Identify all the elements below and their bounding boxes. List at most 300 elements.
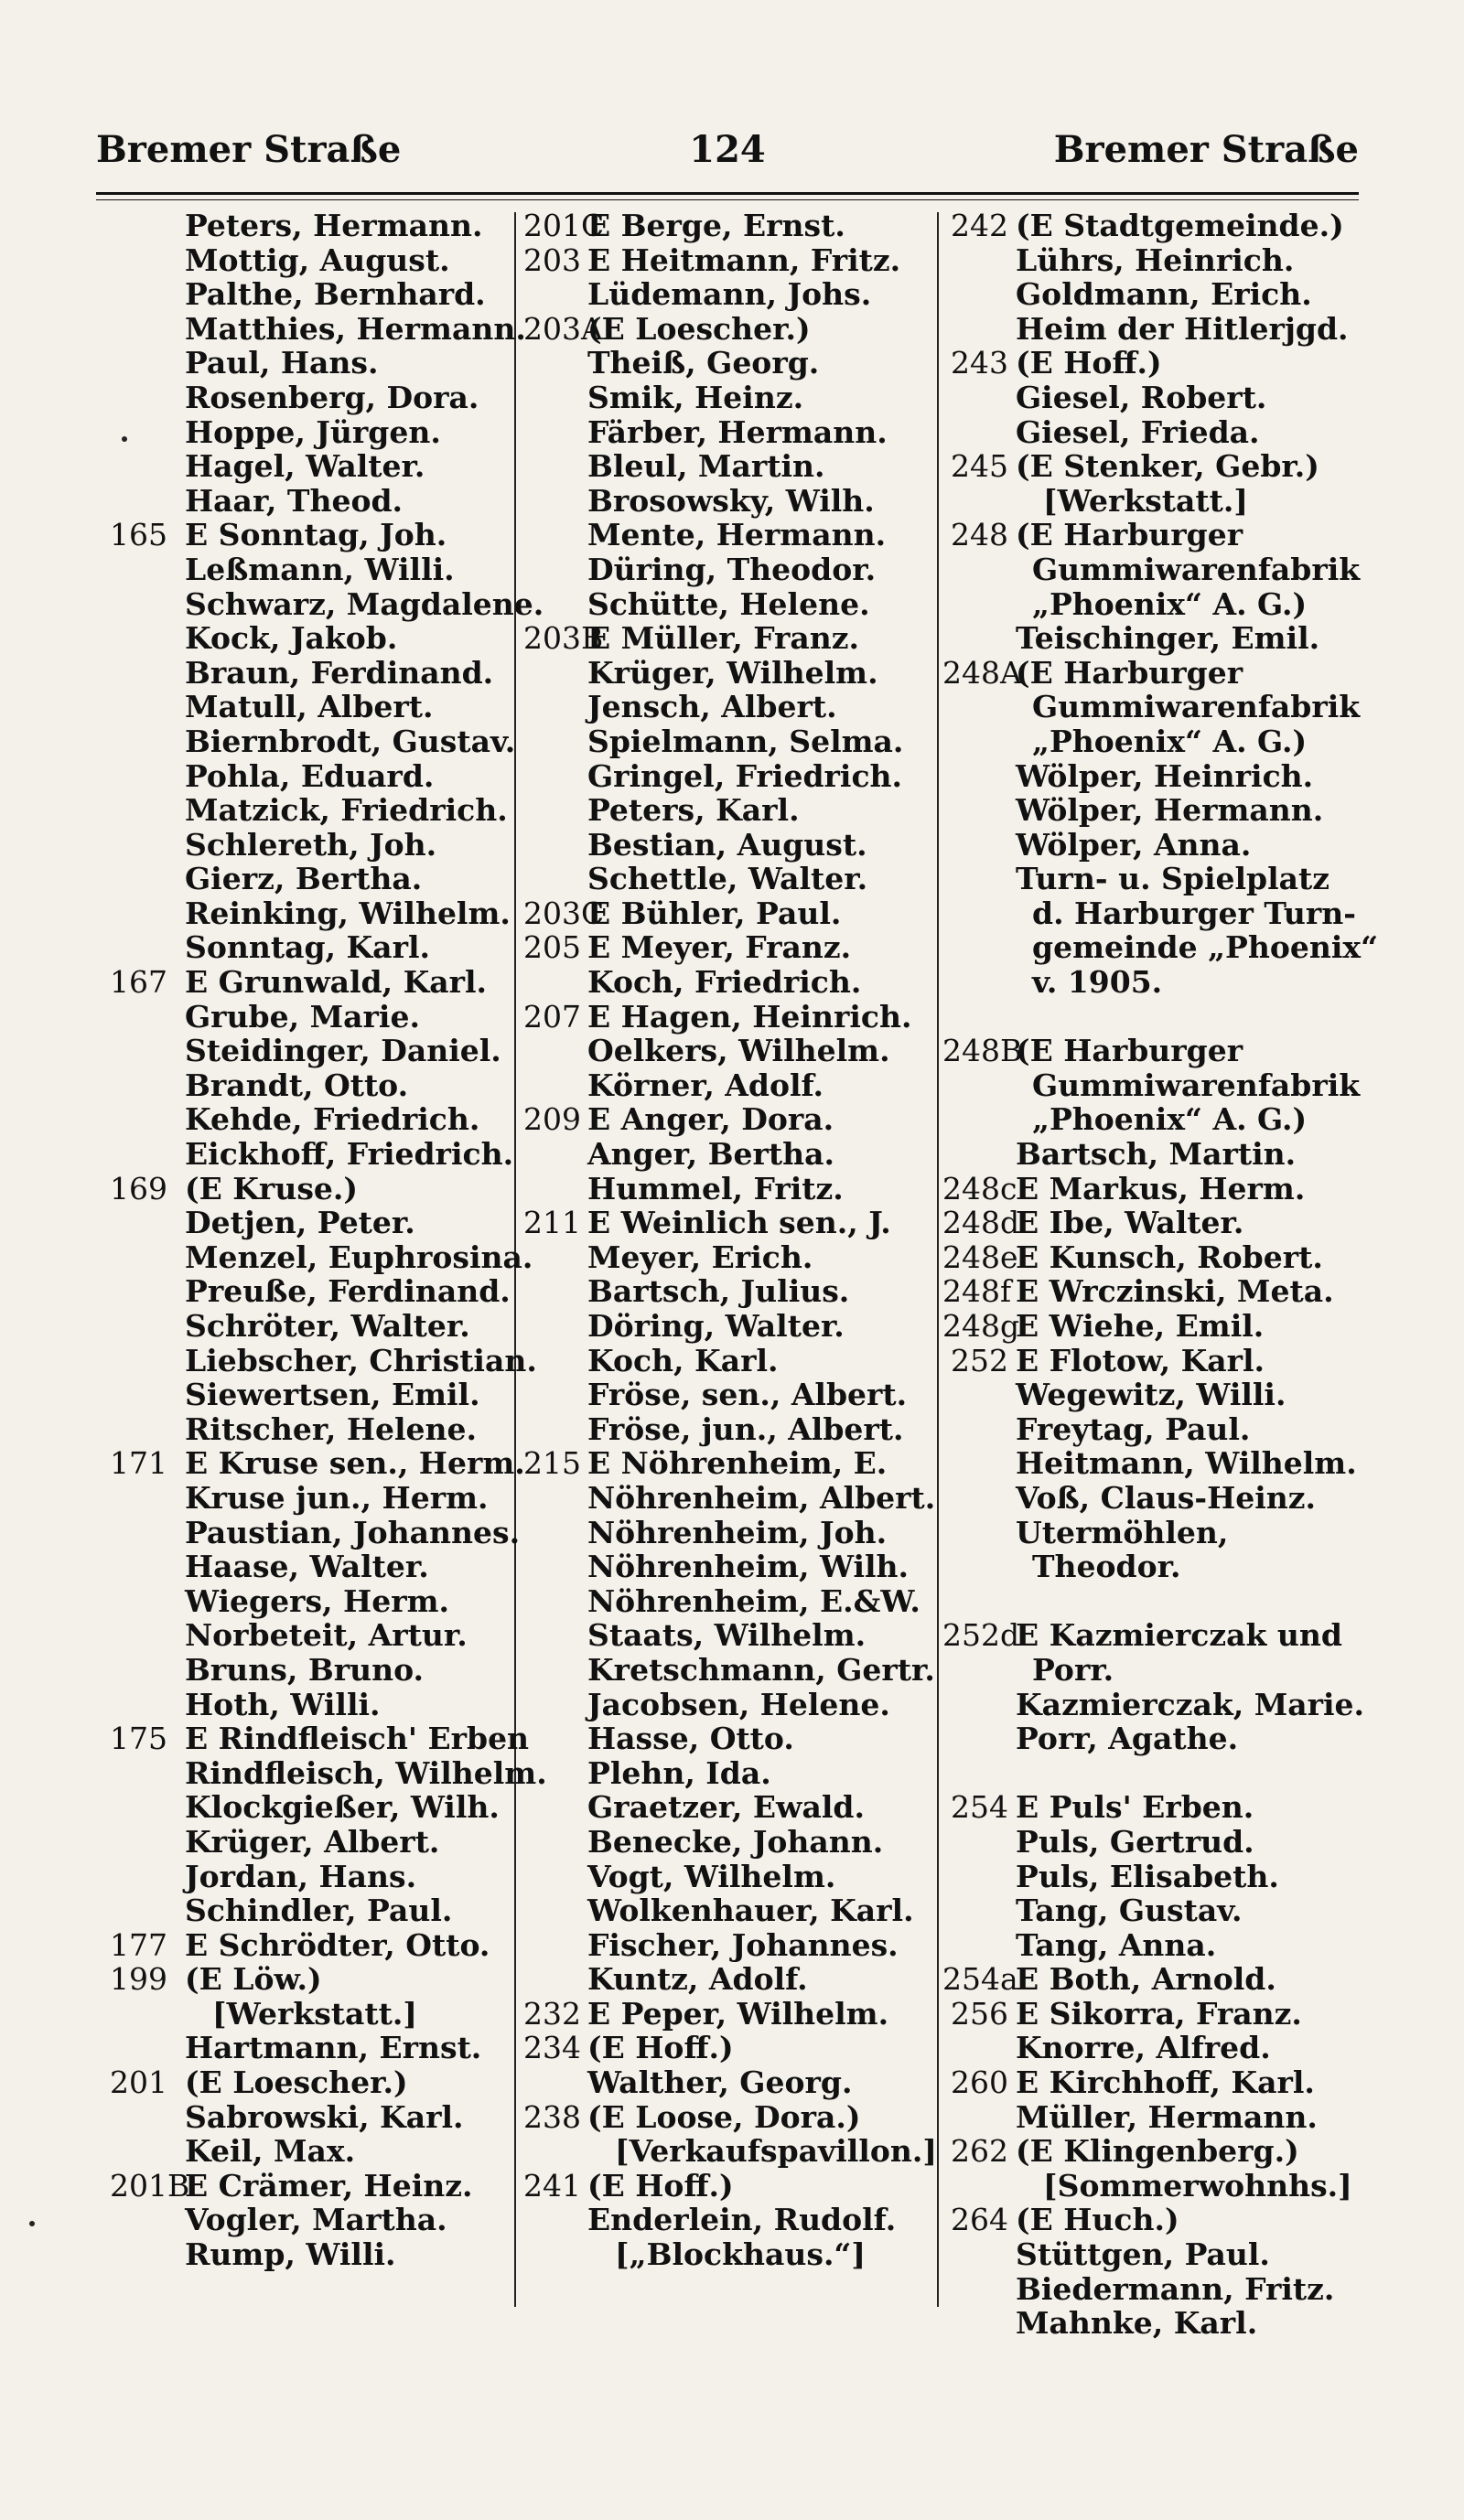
resident-name: Bestian, August.: [587, 826, 867, 863]
house-number: 238: [523, 2098, 581, 2135]
resident-name: Bartsch, Julius.: [587, 1273, 850, 1310]
house-number: 248A: [942, 654, 1022, 691]
directory-entry: [523, 1721, 940, 1756]
house-number: 167: [110, 964, 167, 1001]
directory-entry: [523, 1137, 940, 1172]
directory-entry: [942, 1172, 1372, 1206]
resident-name: E Hagen, Heinrich.: [587, 998, 912, 1035]
resident-name: Fröse, sen., Albert.: [587, 1377, 908, 1413]
resident-name: Teischinger, Emil.: [1016, 620, 1320, 657]
directory-entry: [110, 2203, 517, 2237]
directory-entry: [942, 518, 1372, 552]
directory-entry: [523, 2237, 940, 2272]
house-number: 254a: [942, 1961, 1018, 1998]
directory-entry: [942, 2272, 1372, 2307]
directory-entry: [110, 243, 517, 278]
directory-entry: [110, 1893, 517, 1928]
resident-name: E Rindfleisch' Erben: [185, 1721, 530, 1757]
directory-entry: [110, 2065, 517, 2100]
directory-entry: [523, 346, 940, 381]
resident-name: „Phoenix“ A. G.): [1032, 585, 1308, 622]
directory-entry: [942, 896, 1372, 931]
resident-name: (E Kruse.): [185, 1170, 358, 1206]
resident-name: Tang, Anna.: [1016, 1926, 1217, 1963]
directory-entry: [942, 1962, 1372, 1997]
directory-entry: [523, 1928, 940, 1963]
resident-name: Gierz, Bertha.: [185, 861, 423, 897]
directory-column-1: [110, 208, 547, 2273]
directory-entry: [942, 621, 1372, 656]
house-number: 248d: [942, 1205, 1020, 1241]
resident-name: Hagel, Walter.: [185, 448, 425, 485]
resident-name: Schettle, Walter.: [587, 861, 868, 897]
directory-entry: [523, 277, 940, 312]
directory-entry: [523, 552, 940, 587]
directory-entry: [942, 759, 1372, 794]
directory-entry: [110, 1825, 517, 1860]
resident-name: Krüger, Wilhelm.: [587, 654, 878, 691]
resident-name: Haar, Theod.: [185, 482, 404, 519]
resident-name: Mahnke, Karl.: [1016, 2305, 1258, 2342]
directory-entry: [110, 1928, 517, 1963]
directory-entry: [942, 587, 1372, 622]
resident-name: (E Hoff.): [587, 2030, 734, 2066]
directory-entry: [523, 1550, 940, 1584]
directory-entry: [110, 793, 517, 828]
resident-name: E Schrödter, Otto.: [185, 1926, 490, 1963]
resident-name: Leßmann, Willi.: [185, 551, 455, 587]
resident-name: Nöhrenheim, Joh.: [587, 1514, 888, 1550]
resident-name: Gringel, Friedrich.: [587, 757, 903, 794]
house-number: 201: [110, 2064, 167, 2101]
directory-entry: [523, 759, 940, 794]
directory-entry: [942, 1000, 1372, 1035]
directory-entry: [942, 1688, 1372, 1722]
directory-entry: [110, 1206, 517, 1240]
directory-entry: [523, 415, 940, 450]
directory-entry: [942, 1412, 1372, 1447]
directory-entry: [523, 1309, 940, 1344]
directory-entry: [942, 312, 1372, 347]
directory-entry: [942, 1721, 1372, 1756]
directory-entry: [942, 1653, 1372, 1688]
house-number: 252d: [942, 1617, 1020, 1654]
resident-name: Mottig, August.: [185, 241, 450, 278]
directory-entry: [523, 1412, 940, 1447]
house-number: 201C: [523, 208, 605, 243]
resident-name: Smik, Heinz.: [587, 379, 804, 415]
directory-entry: [110, 1514, 521, 1550]
directory-entry: [110, 930, 517, 965]
directory-entry: [942, 209, 1372, 243]
directory-entry: [523, 2100, 940, 2135]
resident-name: Keil, Max.: [185, 2133, 356, 2170]
resident-name: Peters, Karl.: [587, 792, 800, 829]
directory-entry: [523, 1344, 940, 1378]
house-number: 252: [951, 1342, 1008, 1378]
resident-name: Lüdemann, Johs.: [587, 276, 872, 313]
resident-name: Kazmierczak, Marie.: [1016, 1686, 1365, 1722]
resident-name: Anger, Bertha.: [587, 1136, 835, 1173]
print-speck: [122, 436, 127, 442]
directory-entry: [942, 1344, 1372, 1378]
resident-name: E Kunsch, Robert.: [1016, 1239, 1323, 1275]
directory-entry: [110, 965, 517, 1000]
directory-entry: [110, 656, 517, 691]
house-number: 248B: [942, 1033, 1023, 1069]
resident-name: E Meyer, Franz.: [587, 929, 852, 966]
resident-name: Schütte, Helene.: [587, 585, 870, 622]
resident-name: Kehde, Friedrich.: [185, 1101, 480, 1138]
resident-name: E Kruse sen., Herm.: [185, 1445, 525, 1482]
resident-name: Wölper, Anna.: [1016, 826, 1252, 863]
resident-name: Enderlein, Rudolf.: [587, 2202, 897, 2238]
resident-name: E Ibe, Walter.: [1016, 1205, 1244, 1241]
directory-entry: [110, 277, 517, 312]
directory-entry: [523, 1825, 940, 1860]
resident-name: Gummiwarenfabrik: [1032, 1067, 1361, 1103]
directory-entry: [110, 1412, 517, 1447]
directory-entry: [110, 724, 517, 759]
directory-entry: [523, 1378, 940, 1412]
directory-entry: [942, 2169, 1372, 2204]
resident-name: Klockgießer, Wilh.: [185, 1789, 500, 1826]
directory-entry: [110, 1274, 517, 1309]
resident-name: Biedermann, Fritz.: [1016, 2270, 1335, 2307]
house-number: 203B: [523, 620, 604, 657]
directory-entry: [942, 2031, 1372, 2065]
directory-entry: [523, 312, 940, 347]
directory-entry: [942, 2306, 1372, 2341]
directory-entry: [523, 793, 940, 828]
directory-entry: [110, 484, 517, 519]
resident-name: Heitmann, Wilhelm.: [1016, 1445, 1357, 1482]
house-number: 165: [110, 517, 167, 553]
resident-name: Sabrowski, Karl.: [185, 2098, 464, 2135]
resident-name: Koch, Friedrich.: [587, 964, 862, 1001]
house-number: 243: [951, 345, 1008, 381]
directory-entry: [110, 690, 517, 724]
resident-name: Rindfleisch, Wilhelm.: [185, 1754, 547, 1791]
house-number: 248g: [942, 1308, 1020, 1344]
directory-entry: [523, 621, 940, 656]
resident-name: Lührs, Heinrich.: [1016, 241, 1295, 278]
resident-name: Biernbrodt, Gustav.: [185, 723, 516, 759]
directory-entry: [110, 585, 544, 622]
directory-entry: [110, 310, 526, 347]
resident-name: „Phoenix“ A. G.): [1032, 1101, 1308, 1138]
directory-column-3: [942, 208, 1379, 2342]
house-number: 215: [523, 1445, 581, 1482]
resident-name: (E Stadtgemeinde.): [1016, 208, 1344, 243]
resident-name: Staats, Wilhelm.: [587, 1617, 867, 1654]
resident-name: (E Loescher.): [185, 2064, 408, 2101]
directory-entry: [110, 759, 517, 794]
directory-entry: [942, 1309, 1372, 1344]
directory-entry: [523, 1688, 940, 1722]
resident-name: E Grunwald, Karl.: [185, 964, 488, 1001]
directory-entry: [110, 518, 517, 552]
resident-name: Schlereth, Joh.: [185, 826, 437, 863]
house-number: 248: [951, 517, 1008, 553]
resident-name: Preuße, Ferdinand.: [185, 1273, 511, 1310]
resident-name: [Werkstatt.]: [212, 1995, 418, 2032]
directory-entry: [523, 1860, 940, 1894]
directory-entry: [110, 1309, 517, 1344]
directory-entry: [523, 862, 940, 896]
resident-name: Gummiwarenfabrik: [1032, 551, 1361, 587]
page-number: 124: [689, 128, 766, 171]
directory-entry: [523, 690, 940, 724]
directory-entry: [523, 1962, 940, 1997]
resident-name: Giesel, Robert.: [1016, 379, 1267, 415]
directory-entry: [942, 2203, 1372, 2237]
directory-entry: [110, 1239, 533, 1275]
directory-entry: [523, 449, 940, 484]
resident-name: [Sommerwohnhs.]: [1043, 2167, 1352, 2204]
directory-entry: [110, 1000, 517, 1035]
directory-entry: [942, 793, 1372, 828]
resident-name: E Nöhrenheim, E.: [587, 1445, 888, 1482]
resident-name: Brandt, Otto.: [185, 1067, 409, 1103]
directory-entry: [523, 1481, 940, 1516]
resident-name: Spielmann, Selma.: [587, 723, 904, 759]
directory-entry: [523, 1102, 940, 1137]
directory-entry: [523, 2134, 940, 2169]
directory-entry: [110, 346, 517, 381]
header-rule-thick: [96, 192, 1359, 195]
directory-entry: [110, 1172, 517, 1206]
resident-name: Siewertsen, Emil.: [185, 1377, 480, 1413]
resident-name: E Wiehe, Emil.: [1016, 1308, 1265, 1344]
directory-entry: [523, 1997, 940, 2032]
directory-entry: [523, 209, 940, 243]
directory-entry: [110, 862, 517, 896]
directory-entry: [942, 828, 1372, 863]
directory-entry: [110, 1445, 525, 1482]
resident-name: Hummel, Fritz.: [587, 1170, 844, 1206]
resident-name: (E Loose, Dora.): [587, 2098, 861, 2135]
directory-entry: [110, 1342, 537, 1378]
resident-name: Bruns, Bruno.: [185, 1651, 425, 1688]
resident-name: Reinking, Wilhelm.: [185, 895, 511, 931]
directory-entry: [942, 1206, 1372, 1240]
resident-name: v. 1905.: [1032, 964, 1163, 1001]
directory-entry: [110, 828, 517, 863]
directory-entry: [523, 2031, 940, 2065]
house-number: 248f: [942, 1273, 1012, 1310]
resident-name: Ritscher, Helene.: [185, 1410, 478, 1447]
directory-entry: [523, 1618, 940, 1653]
directory-entry: [942, 1825, 1372, 1860]
resident-name: Theiß, Georg.: [587, 345, 820, 381]
resident-name: (E Huch.): [1016, 2202, 1179, 2238]
directory-entry: [523, 381, 940, 415]
resident-name: Hartmann, Ernst.: [185, 2030, 482, 2066]
resident-name: Tang, Gustav.: [1016, 1893, 1243, 1929]
directory-entry: [523, 243, 940, 278]
directory-entry: [110, 1618, 517, 1653]
resident-name: Bartsch, Martin.: [1016, 1136, 1297, 1173]
directory-entry: [523, 828, 940, 863]
house-number: 262: [951, 2133, 1008, 2170]
directory-entry: [942, 415, 1372, 450]
resident-name: Detjen, Peter.: [185, 1205, 415, 1241]
directory-entry: [523, 1206, 940, 1240]
house-number: 177: [110, 1926, 167, 1963]
house-number: 205: [523, 929, 581, 966]
resident-name: [Werkstatt.]: [1043, 482, 1249, 519]
resident-name: Sonntag, Karl.: [185, 929, 430, 966]
resident-name: Kruse jun., Herm.: [185, 1479, 489, 1516]
resident-name: Theodor.: [1032, 1549, 1181, 1585]
resident-name: Heim der Hitlerjgd.: [1016, 310, 1349, 347]
directory-entry: [942, 2065, 1372, 2100]
resident-name: Steidinger, Daniel.: [185, 1033, 501, 1069]
directory-entry: [110, 1962, 517, 1997]
directory-entry: [942, 2100, 1372, 2135]
resident-name: Kock, Jakob.: [185, 620, 398, 657]
resident-name: E Anger, Dora.: [587, 1101, 834, 1138]
directory-entry: [523, 1172, 940, 1206]
resident-name: Fischer, Johannes.: [587, 1926, 899, 1963]
directory-entry: [942, 1550, 1372, 1584]
directory-entry: [942, 277, 1372, 312]
directory-entry: [942, 243, 1372, 278]
resident-name: Schindler, Paul.: [185, 1893, 453, 1929]
resident-name: E Heitmann, Fritz.: [587, 241, 901, 278]
directory-entry: [523, 896, 940, 931]
directory-entry: [523, 1068, 940, 1103]
house-number: 209: [523, 1101, 581, 1138]
directory-entry: [523, 965, 940, 1000]
directory-entry: [942, 1446, 1372, 1481]
resident-name: [Verkaufspavillon.]: [615, 2133, 937, 2170]
directory-entry: [110, 2100, 517, 2135]
house-number: 260: [951, 2064, 1008, 2101]
resident-name: (E Hoff.): [1016, 345, 1162, 381]
directory-entry: [942, 1893, 1372, 1928]
house-number: 254: [951, 1789, 1008, 1826]
resident-name: Haase, Walter.: [185, 1549, 429, 1585]
directory-entry: [942, 1618, 1372, 1653]
resident-name: Koch, Karl.: [587, 1342, 779, 1378]
directory-entry: [942, 2134, 1372, 2169]
directory-entry: [942, 449, 1372, 484]
directory-entry: [942, 965, 1372, 1000]
resident-name: Matzick, Friedrich.: [185, 792, 508, 829]
directory-entry: [523, 1000, 940, 1035]
directory-entry: [942, 656, 1372, 691]
resident-name: Norbeteit, Artur.: [185, 1617, 468, 1654]
resident-name: (E Harburger: [1016, 1033, 1243, 1069]
house-number: 232: [523, 1995, 581, 2032]
directory-entry: [942, 1584, 1372, 1619]
resident-name: E Puls' Erben.: [1016, 1789, 1254, 1826]
resident-name: E Markus, Herm.: [1016, 1170, 1306, 1206]
resident-name: (E Harburger: [1016, 517, 1243, 553]
directory-entry: [942, 1516, 1372, 1550]
directory-entry: [110, 621, 517, 656]
resident-name: Wiegers, Herm.: [185, 1582, 449, 1619]
resident-name: Jordan, Hans.: [185, 1858, 417, 1894]
directory-entry: [942, 1378, 1372, 1412]
resident-name: Schröter, Walter.: [185, 1308, 470, 1344]
resident-name: Pohla, Eduard.: [185, 757, 435, 794]
directory-entry: [110, 552, 517, 587]
resident-name: Hoth, Willi.: [185, 1686, 381, 1722]
resident-name: Brosowsky, Wilh.: [587, 482, 875, 519]
directory-entry: [110, 209, 517, 243]
resident-name: Plehn, Ida.: [587, 1754, 771, 1791]
resident-name: Vogt, Wilhelm.: [587, 1858, 836, 1894]
directory-entry: [523, 1240, 940, 1275]
house-number: 256: [951, 1995, 1008, 2032]
resident-name: Porr, Agathe.: [1016, 1721, 1239, 1757]
resident-name: Körner, Adolf.: [587, 1067, 824, 1103]
resident-name: E Sikorra, Franz.: [1016, 1995, 1302, 2032]
house-number: 242: [951, 208, 1008, 243]
resident-name: (E Harburger: [1016, 654, 1243, 691]
house-number: 234: [523, 2030, 581, 2066]
directory-entry: [523, 1790, 940, 1825]
resident-name: Bleul, Martin.: [587, 448, 825, 485]
directory-entry: [942, 1034, 1372, 1068]
directory-entry: [942, 1481, 1372, 1516]
directory-entry: [523, 587, 940, 622]
resident-name: Liebscher, Christian.: [185, 1342, 537, 1378]
directory-entry: [942, 724, 1372, 759]
directory-entry: [110, 1584, 517, 1619]
directory-entry: [523, 1584, 940, 1619]
resident-name: E Flotow, Karl.: [1016, 1342, 1265, 1378]
directory-entry: [110, 415, 517, 450]
directory-entry: [942, 1997, 1372, 2032]
house-number: 248e: [942, 1239, 1018, 1275]
house-number: 199: [110, 1961, 167, 1998]
directory-entry: [942, 381, 1372, 415]
directory-column-2: [523, 209, 940, 2272]
house-number: 245: [951, 448, 1008, 485]
resident-name: E Crämer, Heinz.: [185, 2167, 473, 2204]
resident-name: (E Hoff.): [587, 2167, 734, 2204]
resident-name: E Both, Arnold.: [1016, 1961, 1276, 1998]
resident-name: Knorre, Alfred.: [1016, 2030, 1271, 2066]
directory-entry: [942, 1274, 1372, 1309]
directory-entry: [523, 1446, 940, 1481]
directory-entry: [942, 1240, 1372, 1275]
resident-name: Kretschmann, Gertr.: [587, 1651, 935, 1688]
directory-entry: [523, 1034, 940, 1068]
header-rule-thin: [96, 199, 1359, 200]
directory-entry: [523, 2065, 940, 2100]
resident-name: Giesel, Frieda.: [1016, 413, 1260, 450]
house-number: 203C: [523, 895, 605, 931]
resident-name: Freytag, Paul.: [1016, 1410, 1251, 1447]
directory-entry: [110, 1754, 547, 1791]
house-number: 241: [523, 2167, 581, 2204]
directory-entry: [942, 346, 1372, 381]
directory-entry: [942, 1068, 1372, 1103]
directory-entry: [110, 1860, 517, 1894]
directory-entry: [523, 656, 940, 691]
resident-name: Wölper, Hermann.: [1016, 792, 1324, 829]
directory-entry: [110, 1790, 517, 1825]
resident-name: Rump, Willi.: [185, 2236, 396, 2273]
running-header: [96, 128, 1359, 183]
resident-name: Düring, Theodor.: [587, 551, 877, 587]
resident-name: Benecke, Johann.: [587, 1823, 884, 1860]
